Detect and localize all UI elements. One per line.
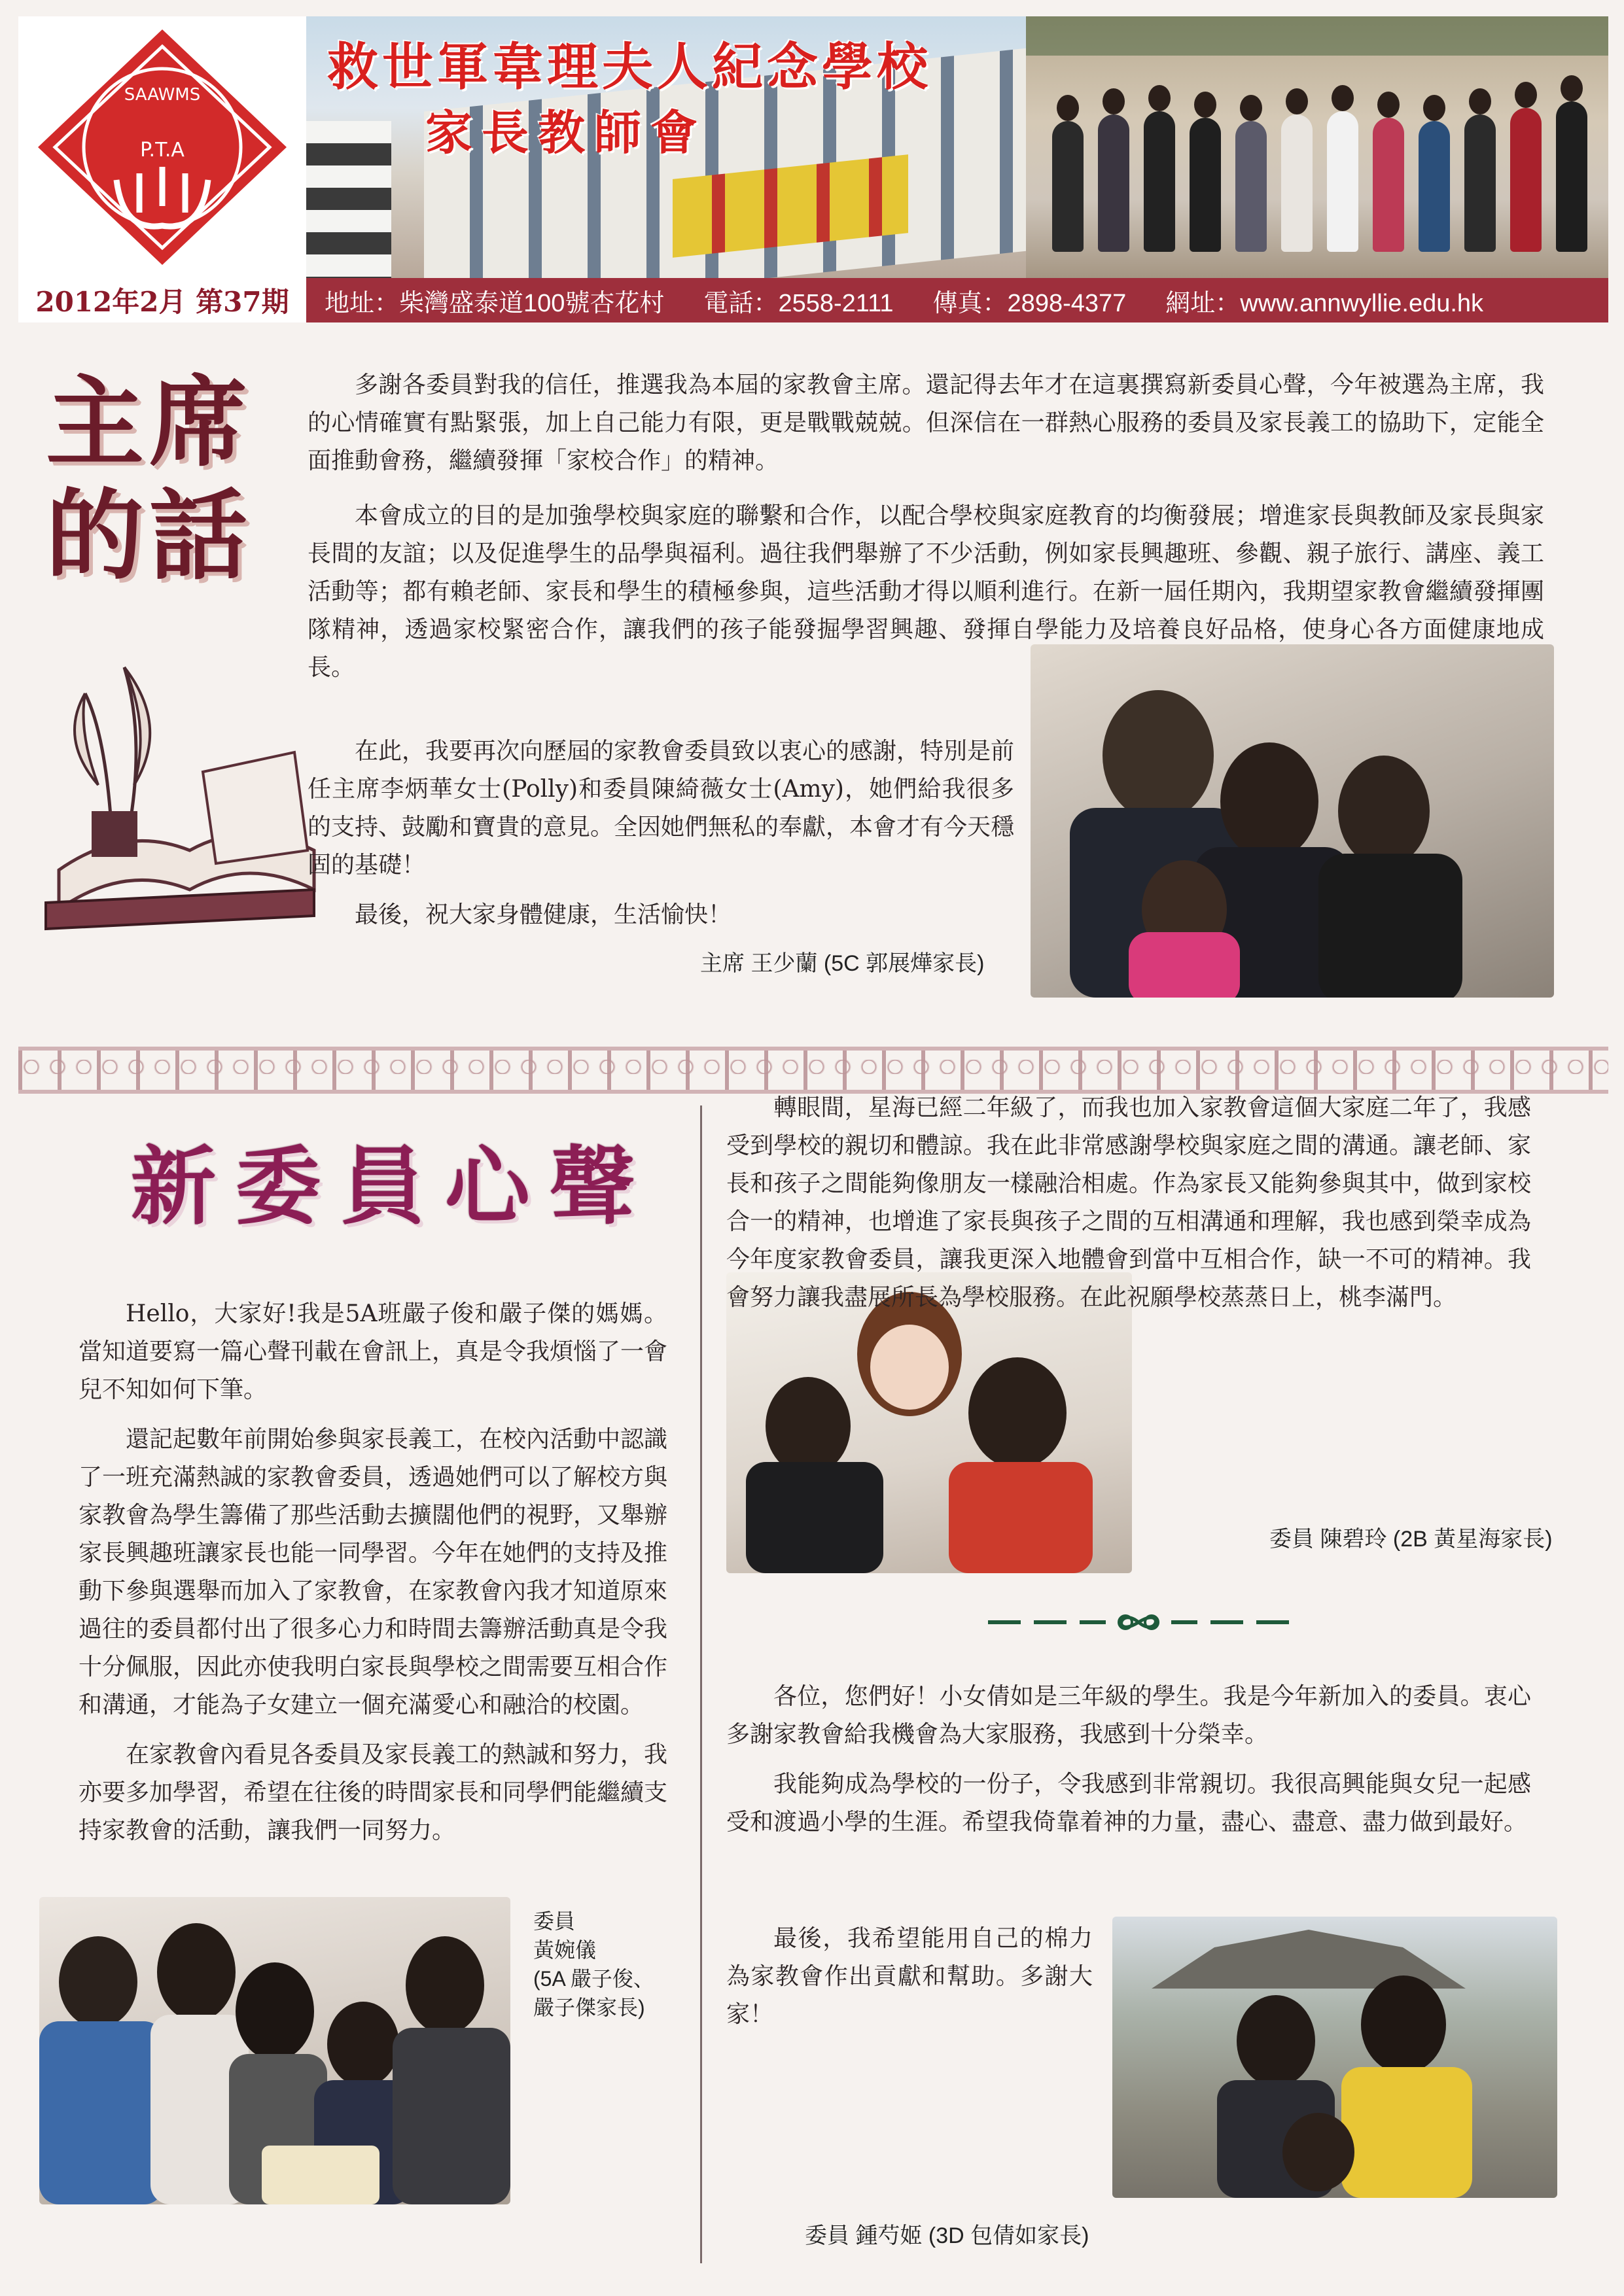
school-name: 救世軍韋理夫人紀念學校 <box>327 38 932 97</box>
member-left-paragraph-2: 還記起數年前開始參與家長義工，在校內活動中認識了一班充滿熱誠的家教會委員，透過她們可以了解校方與家教會為學生籌備了那些活動去擴闊他們的視野，又舉辦家長興趣班讓家長也能一同學習。今年在她們的支持及推動下參與選舉而加入了家教會，在家教會內我才知道原來過往的委員都付出了很多心力和時間去籌辦活動真是令我十分佩服，因此亦使我明白家長與學校之間需要互相合作和溝通，才能為子女建立一個充滿愛心和融洽的校園。 <box>79 1426 668 1718</box>
member-right-bottom-article <box>726 1678 1531 1853</box>
member-left-sig-note1: (5A 嚴子俊、 <box>533 1967 654 1991</box>
member-right-bottom-paragraph-3: 最後，我希望能用自己的棉力為家教會作出貢獻和幫助。多謝大家！ <box>726 1925 1093 2028</box>
phone: 2558-2111 <box>778 289 894 317</box>
chairman-article-bottom <box>308 733 1014 946</box>
address: 柴灣盛泰道100號杏花村 <box>399 289 665 317</box>
logo-text-top: SAAWMS <box>124 85 201 105</box>
member-left-sig-name: 黃婉儀 <box>533 1938 597 1962</box>
member-left-sig-role: 委員 <box>533 1909 576 1933</box>
member-right-bottom-photo <box>1112 1917 1557 2198</box>
member-left-sig-note2: 嚴子傑家長) <box>533 1996 645 2019</box>
member-left-paragraph-1: Hello，大家好!我是5A班嚴子俊和嚴子傑的媽媽。當知道要寫一篇心聲刊載在會訊上，真是令我煩惱了一會兒不知如何下筆。 <box>79 1300 668 1403</box>
issue-date: 2012年2月 第37期 <box>18 278 306 322</box>
chairman-heading-line2: 的話 <box>46 478 253 593</box>
member-right-top-signature: 委員 陳碧玲 (2B 黃星海家長) <box>1269 1527 1553 1552</box>
association-name: 家長教師會 <box>425 105 707 160</box>
chairman-signature: 主席 王少蘭 (5C 郭展燁家長) <box>700 951 985 976</box>
logo-text-mid: P.T.A <box>140 139 185 162</box>
member-right-top-paragraph-wide <box>726 1089 1531 1317</box>
member-left-signature <box>533 1907 654 2022</box>
member-left-article <box>79 1295 667 1862</box>
chairman-paragraph-2: 本會成立的目的是加強學校與家庭的聯繫和合作，以配合學校與家庭教育的均衡發展；增進家長與教師及家長與家長間的友誼；以及促進學生的品學與福利。過往我們舉辦了不少活動，例如家長興趣班、參觀、親子旅行、講座、義工活動等；都有賴老師、家長和學生的積極參與，這些活動才得以順利進行。在新一屆任期內，我期望家教會繼續發揮團隊精神，透過家校緊密合作，讓我們的孩子能發掘學習興趣、發揮自學能力及培養良好品格，使身心各方面健康地成長。 <box>308 502 1544 681</box>
member-right-top-paragraph-1: 轉眼間，星海已經二年級了，而我也加入家教會這個大家庭二年了，我感受到學校的親切和體諒。我在此非常感謝學校與家庭之間的溝通。讓老師、家長和孩子之間能夠像朋友一樣融洽相處。作為家長又能夠參與其中，做到家校合一的精神，也增進了家長與孩子之間的互相溝通和理解，我也感到榮幸成為今年度家教會委員，讓我更深入地體會到當中互相合作，缺一不可的精神。我會努力讓我盡展所長為學校服務。在此祝願學校蒸蒸日上，桃李滿門。 <box>726 1094 1531 1311</box>
chairman-paragraph-3: 在此，我要再次向歷屆的家教會委員致以衷心的感謝，特別是前任主席李炳華女士(Polly)和委員陳綺薇女士(Amy)，她們給我很多的支持、鼓勵和寶貴的意見。全因她們無私的奉獻，本會才有今天穩固的基礎！ <box>308 738 1015 878</box>
chairman-family-photo <box>1031 644 1554 998</box>
chairman-paragraph-4: 最後，祝大家身體健康，生活愉快！ <box>355 901 732 928</box>
committee-group-photo <box>1026 16 1608 278</box>
member-right-bottom-article-end <box>726 1920 1093 2045</box>
chairman-article-top <box>308 366 1544 492</box>
pta-logo <box>18 16 306 278</box>
chairman-heading-line1: 主席 <box>46 365 253 480</box>
contact-info <box>306 278 1608 322</box>
member-left-family-photo <box>39 1897 510 2204</box>
ornament-divider <box>981 1606 1296 1639</box>
member-right-bottom-signature: 委員 鍾芍姬 (3D 包倩如家長) <box>805 2223 1089 2248</box>
website-link[interactable]: www.annwyllie.edu.hk <box>1240 289 1484 317</box>
fax: 2898-4377 <box>1007 289 1127 317</box>
member-right-top-article <box>726 1089 1531 1329</box>
web-block <box>1165 283 1483 319</box>
chairman-paragraph-1: 多謝各委員對我的信任，推選我為本屆的家教會主席。還記得去年才在這裏撰寫新委員心聲，今年被選為主席，我的心情確實有點緊張，加上自己能力有限，更是戰戰兢兢。但深信在一群熱心服務的委員及家長義工的協助下，定能全面推動會務，繼續發揮「家校合作」的精神。 <box>308 372 1544 474</box>
member-right-bottom-paragraph-1: 各位，您們好！小女倩如是三年級的學生。我是今年新加入的委員。衷心多謝家教會給我機會為大家服務，我感到十分榮幸。 <box>726 1683 1531 1748</box>
web-label: 網址： <box>1165 289 1241 317</box>
member-right-bottom-paragraph-2: 我能夠成為學校的一份子，令我感到非常親切。我很高興能與女兒一起感受和渡過小學的生涯。希望我倚靠着神的力量，盡心、盡意、盡力做到最好。 <box>726 1771 1531 1835</box>
fax-block <box>933 283 1127 319</box>
info-bar <box>18 278 1608 322</box>
chairman-heading <box>46 366 253 592</box>
member-left-paragraph-3: 在家教會內看見各委員及家長義工的熱誠和努力，我亦要多加學習，希望在往後的時間家長和同學們能繼續支持家教會的活動，讓我們一同努力。 <box>79 1741 668 1844</box>
address-label: 地址： <box>325 289 400 317</box>
column-divider <box>700 1105 702 2263</box>
section-divider <box>18 1047 1608 1094</box>
phone-label: 電話： <box>703 289 779 317</box>
quill-book-illustration <box>20 654 327 935</box>
quill-book-icon <box>20 654 327 935</box>
fax-label: 傳真： <box>932 289 1008 317</box>
new-members-heading: 新委員心聲 <box>131 1137 655 1236</box>
phone-block <box>703 283 893 319</box>
ornament-icon <box>981 1606 1296 1639</box>
pta-logo-icon <box>18 16 306 278</box>
address-block <box>325 283 664 319</box>
